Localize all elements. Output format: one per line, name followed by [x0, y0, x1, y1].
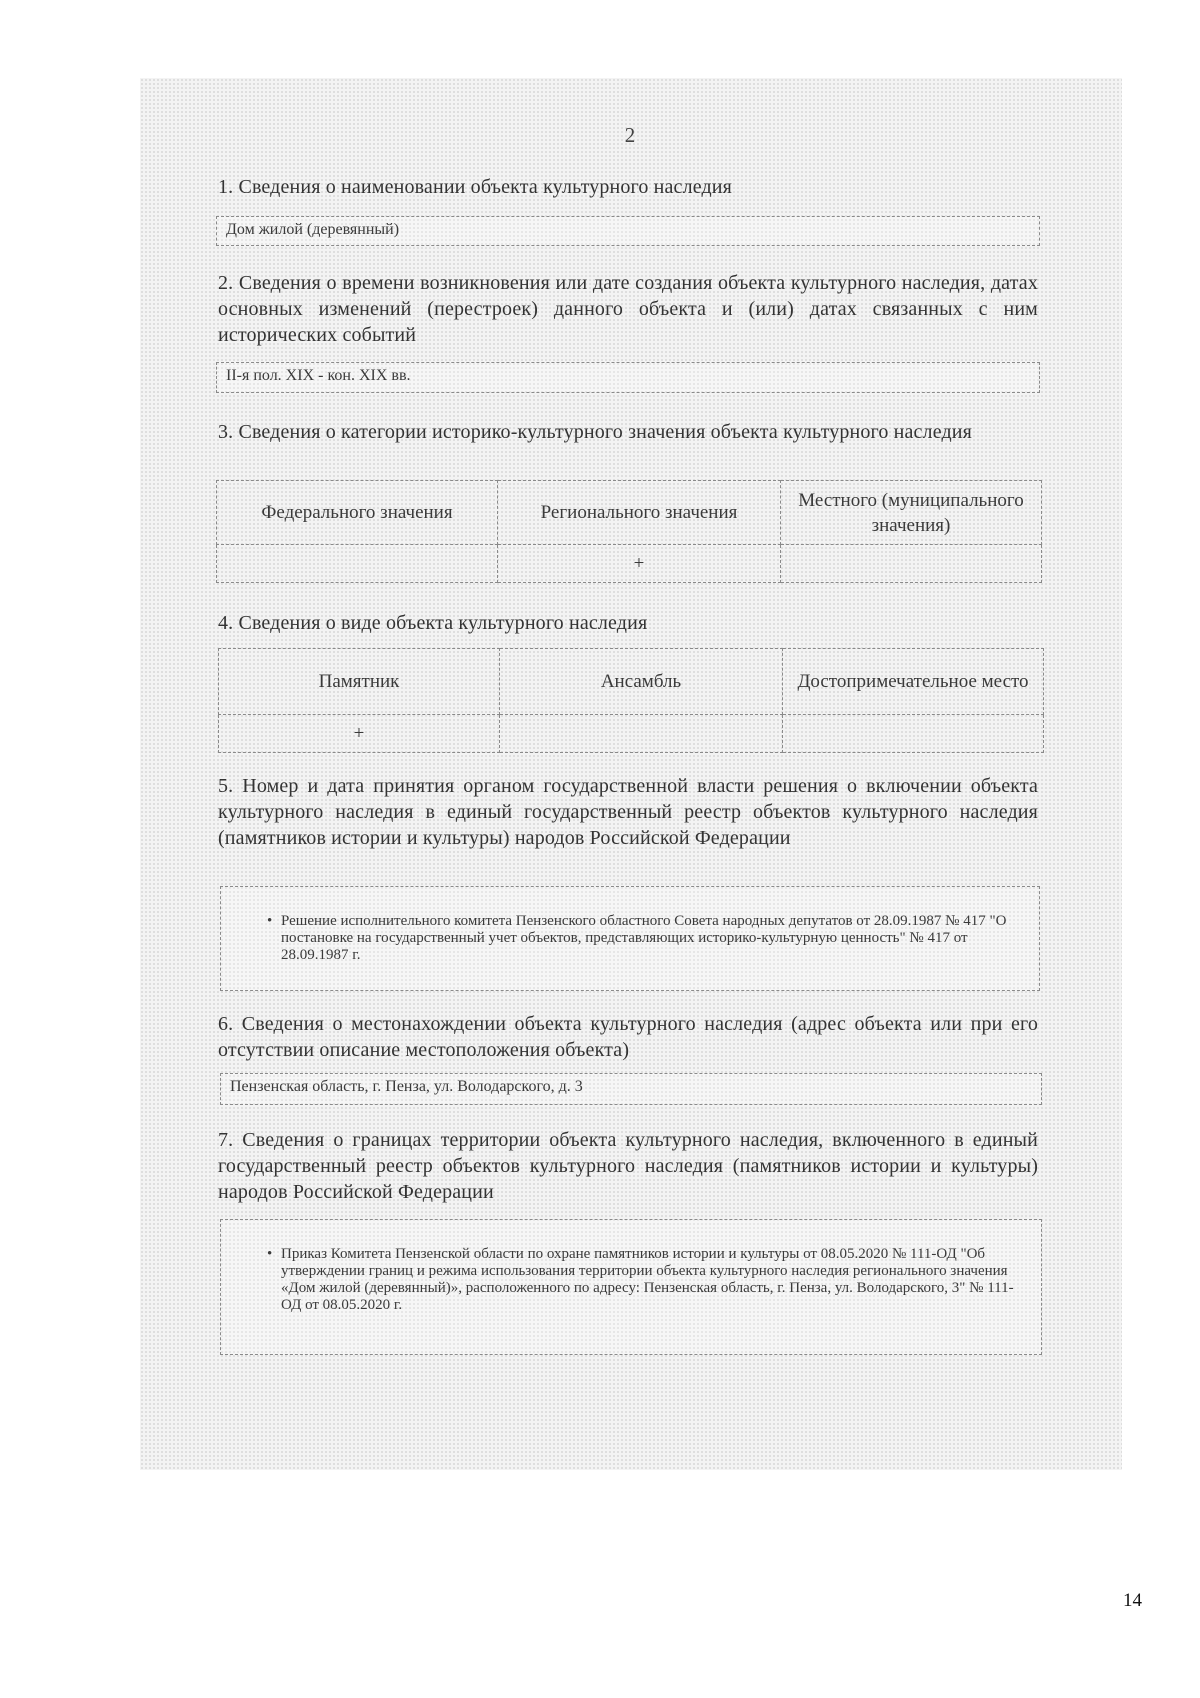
page-number: 14 [1123, 1590, 1142, 1611]
category-header-federal: Федерального значения [217, 481, 498, 545]
category-header-regional: Регионального значения [498, 481, 781, 545]
type-mark-landmark [783, 715, 1044, 753]
creation-date-value: II-я пол. XIX - кон. XIX вв. [226, 367, 411, 384]
category-mark-federal [217, 545, 498, 583]
section-4-heading: 4. Сведения о виде объекта культурного наследия [218, 612, 648, 634]
type-header-monument: Памятник [219, 649, 500, 715]
section-6-heading: 6. Сведения о местонахождении объекта культурного наследия (адрес объекта или при его отсутствии описание местоположения объекта) [218, 1013, 1038, 1061]
category-header-local: Местного (муниципального значения) [781, 481, 1042, 545]
type-mark-ensemble [500, 715, 783, 753]
section-5-value-box [220, 886, 1040, 991]
section-7-heading: 7. Сведения о границах территории объекта культурного наследия, включенного в единый государственный реестр объектов культурного наследия (памятников истории и культуры) народов Российской Федерации [218, 1129, 1038, 1203]
bullet-marker: • [267, 1246, 273, 1262]
address-value: Пензенская область, г. Пенза, ул. Володарского, д. 3 [230, 1078, 583, 1095]
section-3-heading: 3. Сведения о категории историко-культурного значения объекта культурного наследия [218, 421, 972, 443]
category-mark-regional: + [498, 545, 781, 583]
section-2-heading: 2. Сведения о времени возникновения или дате создания объекта культурного наследия, датах основных изменений (перестроек) данного объекта и (или) датах связанных с ним исторических событий [218, 272, 1038, 346]
section-6-value-box [220, 1073, 1042, 1105]
section-7-value-box [220, 1219, 1042, 1355]
inner-page-number: 2 [624, 123, 636, 147]
type-header-ensemble: Ансамбль [500, 649, 783, 715]
section-5-heading: 5. Номер и дата принятия органом государственной власти решения о включении объекта культурного наследия в единый государственный реестр объектов культурного наследия (памятников истории и культуры) народов Российской Федерации [218, 775, 1038, 849]
section-1-heading: 1. Сведения о наименовании объекта культурного наследия [218, 176, 732, 198]
object-name-value: Дом жилой (деревянный) [226, 221, 400, 238]
category-table [216, 480, 1042, 583]
type-header-landmark: Достопримечательное место [783, 649, 1044, 715]
section-2-value-box [216, 362, 1040, 393]
type-mark-monument: + [219, 715, 500, 753]
category-mark-local [781, 545, 1042, 583]
type-table [218, 648, 1044, 753]
bullet-marker: • [267, 913, 273, 929]
section-1-value-box [216, 216, 1040, 246]
territory-order-value: Приказ Комитета Пензенской области по охране памятников истории и культуры от 08.05.2020 № 111-ОД "Об утверждении границ и режима использования территории объекта культурного наследия регионального значения «Дом жилой (деревянный)», расположенного по адресу: Пензенская область, г. Пенза, ул. Володарского, 3" № 111-ОД от 08.05.2020 г. [281, 1246, 1014, 1313]
registry-decision-value: Решение исполнительного комитета Пензенского областного Совета народных депутатов от 28.09.1987 № 417 "О постановке на государственный учет объектов, представляющих историко-культурную ценность" № 417 от 28.09.1987 г. [281, 913, 1007, 963]
